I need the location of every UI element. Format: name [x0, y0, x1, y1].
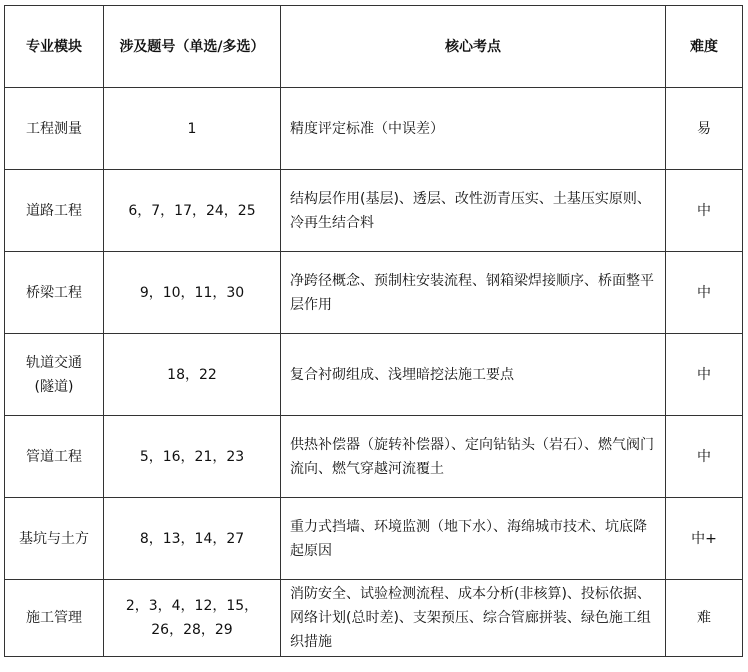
cell-module: 道路工程	[5, 170, 104, 252]
cell-difficulty: 中	[666, 252, 743, 334]
table-header-row	[5, 6, 743, 88]
cell-module: 施工管理	[5, 580, 104, 657]
header-key-points: 核心考点	[281, 6, 666, 88]
cell-module: 工程测量	[5, 88, 104, 170]
cell-key-points: 供热补偿器（旋转补偿器）、定向钻钻头（岩石）、燃气阀门流向、燃气穿越河流覆土	[281, 416, 666, 498]
cell-questions	[104, 580, 281, 657]
cell-key-points: 结构层作用(基层)、透层、改性沥青压实、土基压实原则、冷再生结合料	[281, 170, 666, 252]
cell-key-points: 精度评定标准（中误差）	[281, 88, 666, 170]
cell-questions: 8，13，14，27	[104, 498, 281, 580]
header-module: 专业模块	[5, 6, 104, 88]
cell-questions: 18，22	[104, 334, 281, 416]
cell-module: 管道工程	[5, 416, 104, 498]
cell-difficulty: 中	[666, 416, 743, 498]
cell-questions: 9，10，11，30	[104, 252, 281, 334]
cell-questions-text: 2，3，4，12，15，26，28，29	[125, 598, 259, 638]
cell-module: 基坑与土方	[5, 498, 104, 580]
table-row	[5, 88, 743, 170]
table-row	[5, 498, 743, 580]
table-row	[5, 416, 743, 498]
cell-module	[5, 334, 104, 416]
cell-difficulty: 中+	[666, 498, 743, 580]
cell-key-points: 净跨径概念、预制柱安装流程、钢箱梁焊接顺序、桥面整平层作用	[281, 252, 666, 334]
cell-key-points: 消防安全、试验检测流程、成本分析(非核算)、投标依据、网络计划(总时差)、支架预压、综合管廊拼装、绿色施工组织措施	[281, 580, 666, 657]
cell-questions: 6，7，17，24，25	[104, 170, 281, 252]
table-row	[5, 334, 743, 416]
table-row	[5, 580, 743, 657]
cell-difficulty: 难	[666, 580, 743, 657]
cell-key-points: 复合衬砌组成、浅埋暗挖法施工要点	[281, 334, 666, 416]
header-difficulty: 难度	[666, 6, 743, 88]
cell-difficulty: 易	[666, 88, 743, 170]
cell-difficulty: 中	[666, 170, 743, 252]
cell-difficulty: 中	[666, 334, 743, 416]
cell-key-points: 重力式挡墙、环境监测（地下水）、海绵城市技术、坑底降起原因	[281, 498, 666, 580]
cell-module-text: 轨道交通(隧道)	[26, 354, 82, 395]
header-questions: 涉及题号（单选/多选）	[104, 6, 281, 88]
cell-questions: 1	[104, 88, 281, 170]
exam-topic-table-container	[4, 5, 743, 657]
table-row	[5, 170, 743, 252]
cell-module: 桥梁工程	[5, 252, 104, 334]
exam-topic-table	[4, 5, 743, 657]
cell-questions: 5，16，21，23	[104, 416, 281, 498]
table-row	[5, 252, 743, 334]
